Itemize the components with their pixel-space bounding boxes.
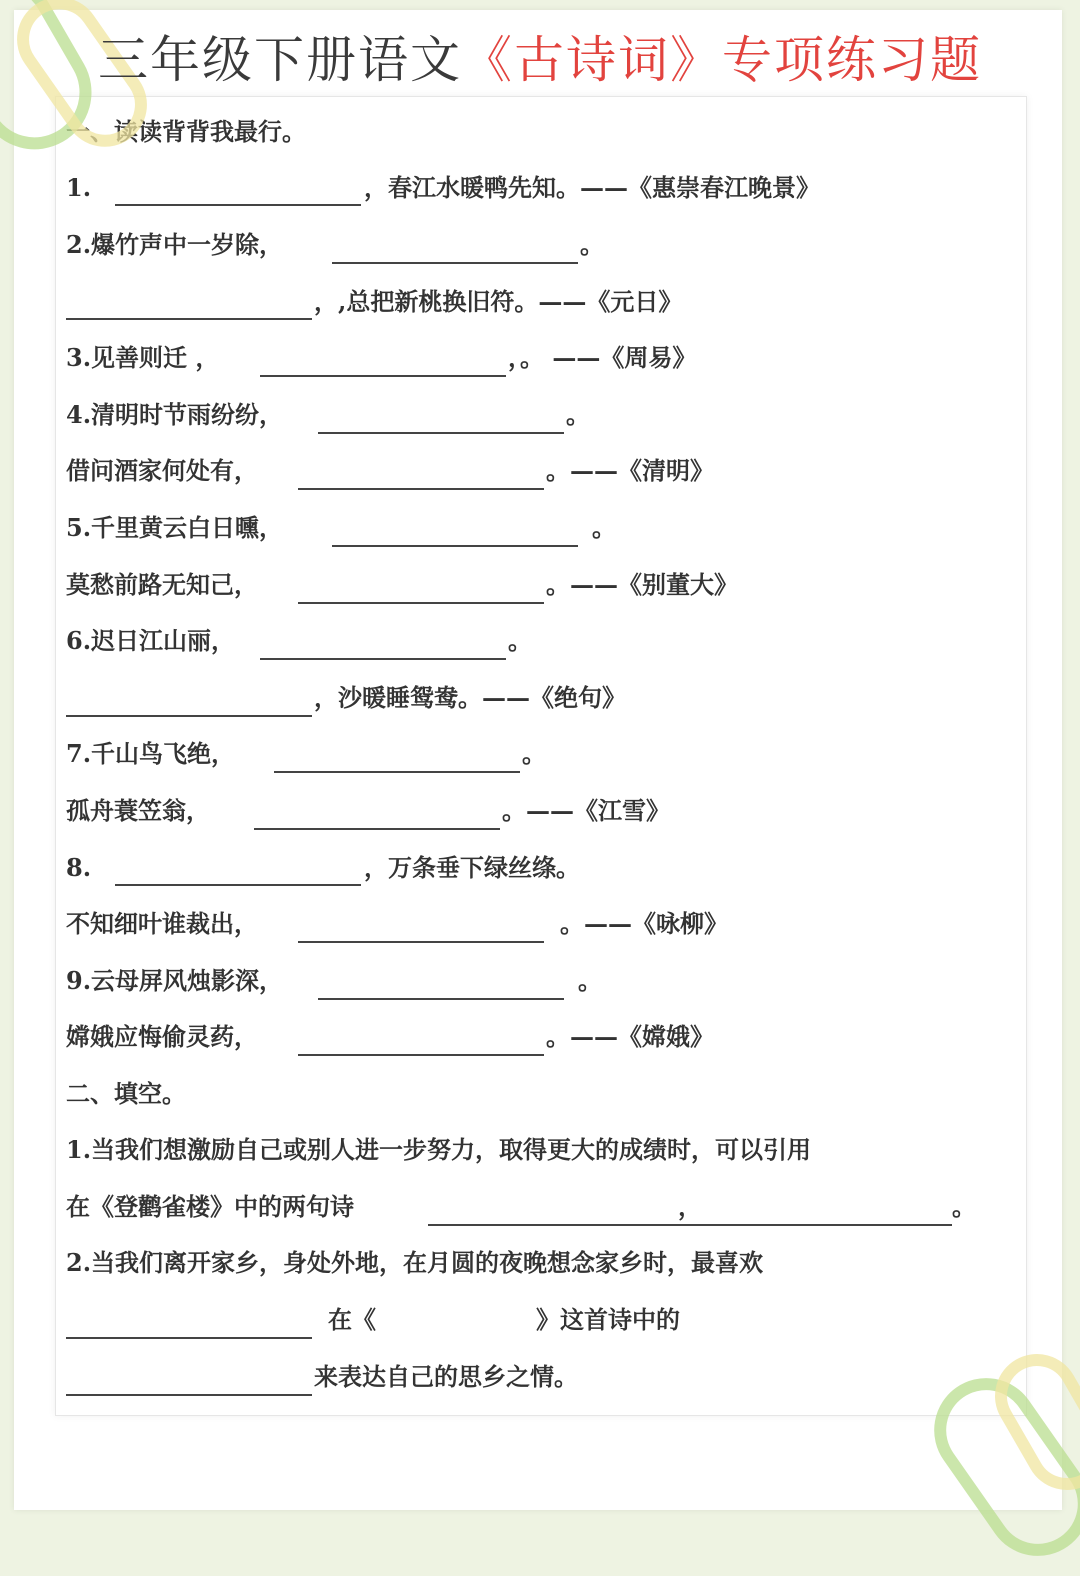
q8-line-b-end: 。——《咏柳》 xyxy=(560,909,728,938)
q3-line-a: 3.见善则迁 ， xyxy=(66,343,220,372)
q3-line-b: ，。 ——《周易》 xyxy=(508,343,697,372)
q5-blank-b[interactable] xyxy=(298,602,544,604)
f1-line-a: 1.当我们想激励自己或别人进一步努力，取得更大的成绩时，可以引用 xyxy=(66,1135,812,1164)
f2-line-c: 来表达自己的思乡之情。 xyxy=(314,1362,578,1391)
q9-line-b-end: 。——《嫦娥》 xyxy=(546,1022,714,1051)
q3-blank[interactable] xyxy=(260,375,506,377)
q1-text: ，春江水暖鸭先知。——《惠崇春江晚景》 xyxy=(364,173,820,202)
page-title xyxy=(0,20,1080,92)
q4-blank-a[interactable] xyxy=(318,432,564,434)
q7-blank-a[interactable] xyxy=(274,771,520,773)
f1-line-b: 在《登鹳雀楼》中的两句诗 xyxy=(66,1192,354,1221)
q7-line-b: 孤舟蓑笠翁， xyxy=(66,796,210,825)
f2-line-b2: 》这首诗中的 xyxy=(536,1305,680,1334)
q8-blank-a[interactable] xyxy=(115,884,361,886)
q2-line-a: 2.爆竹声中一岁除， xyxy=(66,230,284,259)
q8-number: 8. xyxy=(66,853,92,882)
q9-line-a: 9.云母屏风烛影深， xyxy=(66,966,284,995)
q7-line-b-end: 。——《江雪》 xyxy=(502,796,670,825)
q5-line-a-end: 。 xyxy=(592,513,616,542)
q8-blank-b[interactable] xyxy=(298,941,544,943)
q5-line-b-end: 。——《别董大》 xyxy=(546,570,738,599)
q4-blank-b[interactable] xyxy=(298,488,544,490)
q1-number: 1. xyxy=(66,173,92,202)
q9-blank-a[interactable] xyxy=(318,998,564,1000)
q2-blank-b[interactable] xyxy=(66,318,312,320)
q6-line-b: ，沙暖睡鸳鸯。——《绝句》 xyxy=(314,683,626,712)
q6-line-a: 6.迟日江山丽， xyxy=(66,626,236,655)
f1-end: 。 xyxy=(952,1192,976,1221)
q2-line-b: ，,总把新桃换旧符。——《元日》 xyxy=(314,287,683,316)
q7-line-a: 7.千山鸟飞绝， xyxy=(66,739,236,768)
q4-line-a: 4.清明时节雨纷纷， xyxy=(66,400,284,429)
q4-line-b-end: 。——《清明》 xyxy=(546,456,714,485)
q7-blank-b[interactable] xyxy=(254,828,500,830)
f2-blank-a[interactable] xyxy=(66,1337,312,1339)
q6-line-a-end: 。 xyxy=(508,626,532,655)
q9-line-b: 嫦娥应悔偷灵药， xyxy=(66,1022,258,1051)
f2-blank-b[interactable] xyxy=(66,1394,312,1396)
title-red: 《古诗词》专项练习题 xyxy=(462,31,982,89)
q2-blank-a[interactable] xyxy=(332,262,578,264)
f1-comma: ， xyxy=(678,1192,702,1221)
f2-line-b1: 在《 xyxy=(328,1305,376,1334)
q9-line-a-end: 。 xyxy=(578,966,602,995)
q9-blank-b[interactable] xyxy=(298,1054,544,1056)
f2-line-a: 2.当我们离开家乡，身处外地，在月圆的夜晚想念家乡时，最喜欢 xyxy=(66,1248,764,1277)
q7-line-a-end: 。 xyxy=(522,739,546,768)
title-black: 三年级下册语文 xyxy=(98,31,462,89)
q8-line-a: ，万条垂下绿丝绦。 xyxy=(364,853,580,882)
section-2-heading: 二、填空。 xyxy=(66,1079,186,1108)
q5-line-b: 莫愁前路无知己， xyxy=(66,570,258,599)
q6-blank-b[interactable] xyxy=(66,715,312,717)
q8-line-b: 不知细叶谁裁出， xyxy=(66,909,258,938)
q5-line-a: 5.千里黄云白日曛， xyxy=(66,513,284,542)
q2-line-a-end: 。 xyxy=(580,230,604,259)
q6-blank-a[interactable] xyxy=(260,658,506,660)
q5-blank-a[interactable] xyxy=(332,545,578,547)
q1-blank[interactable] xyxy=(115,204,361,206)
section-1-heading: 一、读读背背我最行。 xyxy=(66,117,306,146)
q4-line-a-end: 。 xyxy=(566,400,590,429)
q4-line-b: 借问酒家何处有， xyxy=(66,456,258,485)
